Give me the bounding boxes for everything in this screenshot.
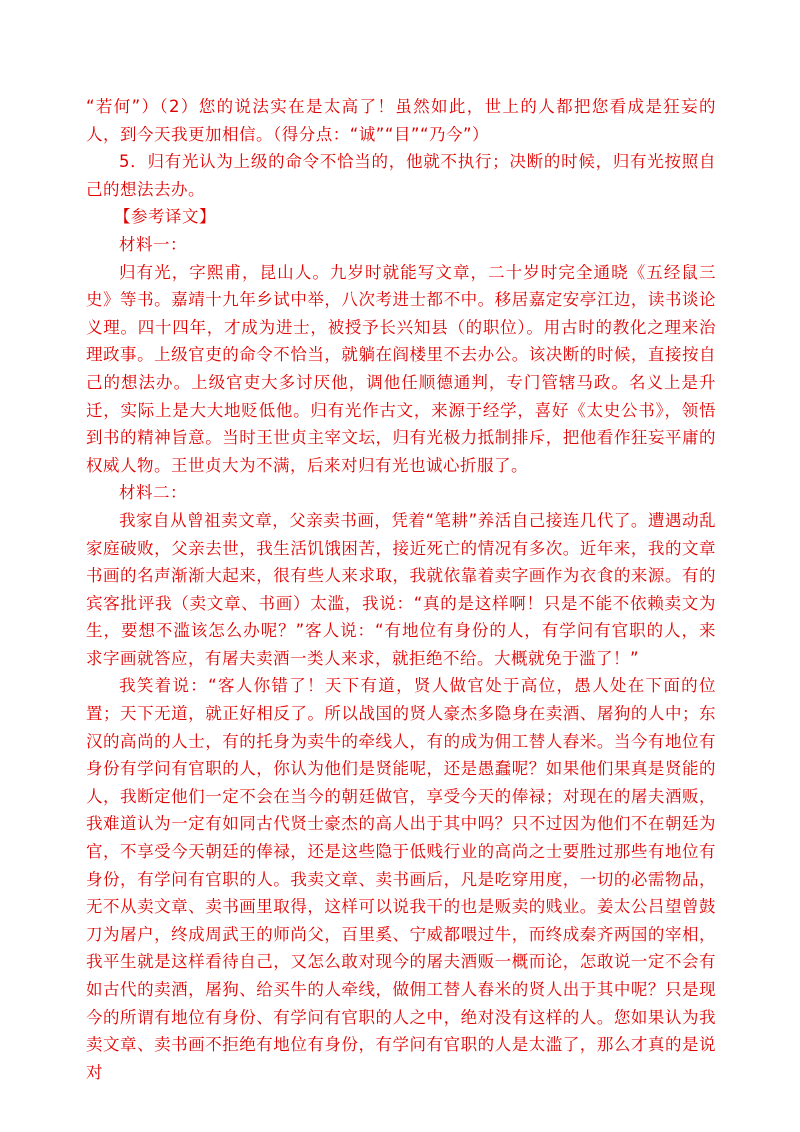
answer-continuation: “若何”）（2）您的说法实在是太高了！虽然如此，世上的人都把您看成是狂妄的人，到今天我更加相信。（得分点：“诚”“目”“乃今”）	[86, 97, 716, 144]
material-2-label: 材料二：	[119, 483, 187, 503]
material-2-paragraph-2: 我笑着说：“客人你错了！天下有道，贤人做官处于高位，愚人处在下面的位置；天下无道，就正好相反了。所以战国的贤人豪杰多隐身在卖酒、屠狗的人中；东汉的高尚的人士，有的托身为卖牛的牵线人，有的成为佣工替人舂米。当今有地位有身份有学问有官职的人，你认为他们是贤能呢，还是愚蠢呢？如果他们果真是贤能的人，我断定他们一定不会在当今的朝廷做官，享受今天的俸禄；对现在的屠夫酒贩，我难道认为一定有如同古代贤士豪杰的高人出于其中吗？只不过因为他们不在朝廷为官，不享受今天朝廷的俸禄，还是这些隐于低贱行业的高尚之士要胜过那些有地位有身份，有学问有官职的人。我卖文章、卖书画后，凡是吃穿用度，一切的必需物品，无不从卖文章、卖书画里取得，这样可以说我干的也是贩卖的贱业。姜太公吕望曾鼓刀为屠户，终成周武王的师尚父，百里奚、宁威都喂过牛，而终成秦齐两国的宰相，我平生就是这样看待自己，又怎么敢对现今的屠夫酒贩一概而论，怎敢说一定不会有如古代的卖酒，屠狗、给买牛的人牵线，做佣工替人舂米的贤人出于其中呢？只是现今的所谓有地位有身份、有学问有官职的人之中，绝对没有这样的人。您如果认为我卖文章、卖书画不拒绝有地位有身份，有学问有官职的人是太滥了，那么才真的是说对	[86, 676, 716, 1082]
material-2-paragraph-1: 我家自从曾祖卖文章，父亲卖书画，凭着“笔耕”养活自己接连几代了。遭遇动乱家庭破败，父亲去世，我生活饥饿困苦，接近死亡的情况有多次。近年来，我的文章书画的名声渐渐大起来，很有些人来求取，我就依靠着卖字画作为衣食的来源。有的宾客批评我（卖文章、书画）太滥，我说：“真的是这样啊！只是不能不依赖卖文为生，要想不滥该怎么办呢？”客人说：“有地位有身份的人，有学问有官职的人，来求字画就答应，有屠夫卖酒一类人来求，就拒绝不给。大概就免于滥了！”	[86, 510, 716, 668]
reference-translation-heading: 【参考译文】	[114, 207, 217, 227]
document-body	[86, 93, 716, 1086]
material-1-label: 材料一：	[119, 234, 187, 254]
material-1-text: 归有光，字熙甫，昆山人。九岁时就能写文章，二十岁时完全通晓《五经鼠三史》等书。嘉靖十九年乡试中举，八次考进士都不中。移居嘉定安亭江边，读书谈论义理。四十四年，才成为进士，被授予长兴知县（的职位）。用古时的教化之理来治理政事。上级官吏的命令不恰当，就躺在阎楼里不去办公。该决断的时候，直接按自己的想法办。上级官吏大多讨厌他，调他任顺德通判，专门管辖马政。名义上是升迁，实际上是大大地贬低他。归有光作古文，来源于经学，喜好《太史公书》，领悟到书的精神旨意。当时王世贞主宰文坛，归有光极力抵制排斥，把他看作狂妄平庸的权威人物。王世贞大为不满，后来对归有光也诚心折服了。	[86, 262, 716, 475]
answer-5: 5．归有光认为上级的命令不恰当的，他就不执行；决断的时候，归有光按照自己的想法去办。	[86, 152, 716, 199]
